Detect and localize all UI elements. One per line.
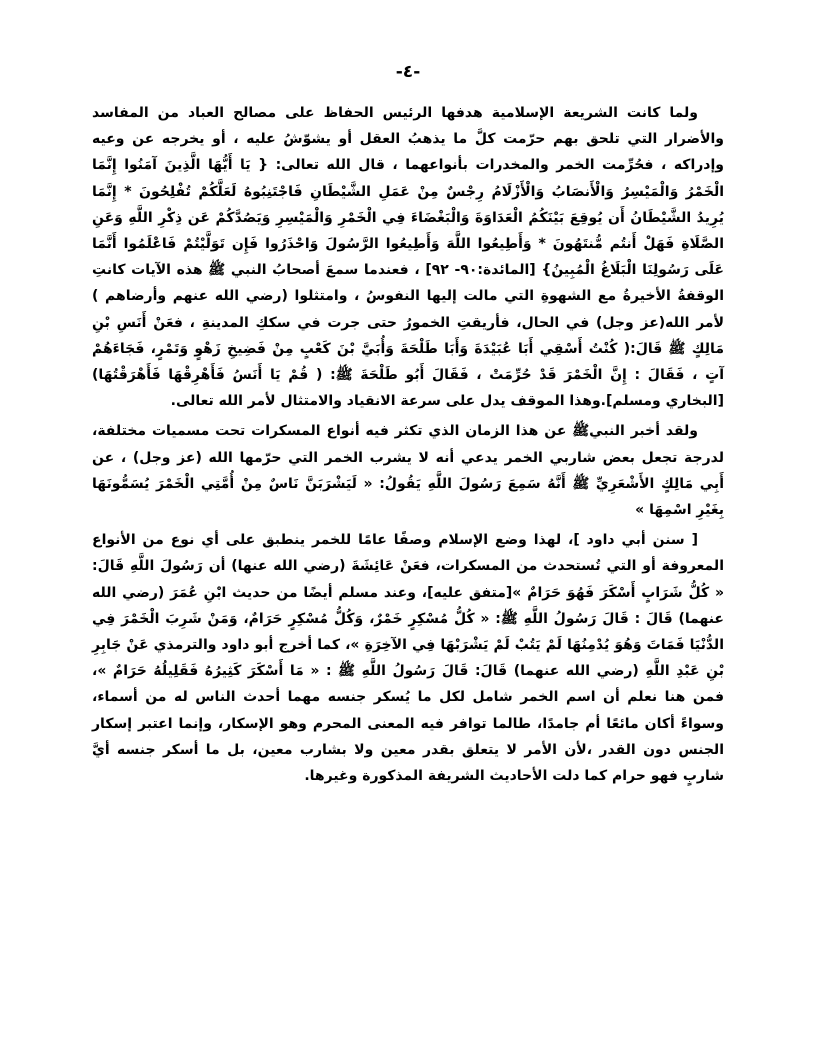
paragraph-1: ولما كانت الشريعة الإسلامية هدفها الرئيس الحفاظ على مصالح العباد من المفاسد والأضرار التي تلحق بهم حرّمت كلَّ ما يذهبُ العقل أو يشوّشُ عليه ، أو يخرجه عن وعيه وإدراكه ، فحُرِّمت الخمر والمخدرات بأنواعهما ، قال الله تعالى: { يَا أَيُّهَا الَّذِينَ آمَنُوا إِنَّمَا الْخَمْرُ وَالْمَيْسِرُ وَالْأَنصَابُ وَالْأَزْلَامُ رِجْسٌ مِنْ عَمَلِ الشَّيْطَانِ فَاجْتَنِبُوهُ لَعَلَّكُمْ تُفْلِحُونَ * إِنَّمَا يُرِيدُ الشَّيْطَانُ أَن يُوقِعَ بَيْنَكُمُ الْعَدَاوَةَ وَالْبَغْضَاءَ فِي الْخَمْرِ وَالْمَيْسِرِ وَيَصُدَّكُمْ عَن ذِكْرِ اللَّهِ وَعَنِ الصَّلَاةِ فَهَلْ أَنتُم مُّنتَهُونَ * وَأَطِيعُوا اللَّهَ وَأَطِيعُوا الرَّسُولَ وَاحْذَرُوا فَإِن تَوَلَّيْتُمْ فَاعْلَمُوا أَنَّمَا عَلَى رَسُولِنَا الْبَلَاغُ الْمُبِينُ} [المائدة:٩٠- ٩٢] ، فعندما سمعَ أصحابُ النبي ﷺ هذه الآيات كانتِ الوقفةُ الأخيرةُ مع الشهوةِ التي مالت إليها النفوسُ ، وامتثلوا (رضي الله عنهم وأرضاهم ) لأمر الله(عز وجل) في الحال، فأريقتِ الخمورُ حتى جرت في سككِ المدينةِ ، فعَنْ أَنَسِ بْنِ مَالِكٍ ﷺ قَالَ:( كُنْتُ أَسْقِي أَبَا عُبَيْدَةَ وَأَبَا طَلْحَةَ وَأُبَيَّ بْنَ كَعْبٍ مِنْ فَضِيخِ زَهْوٍ وَتَمْرٍ، فَجَاءَهُمْ آتٍ ، فَقَالَ : إِنَّ الْخَمْرَ قَدْ حُرِّمَتْ ، فَقَالَ أَبُو طَلْحَةَ ﷺ: ( قُمْ يَا أَنَسُ فَأَهْرِقْهَا فَأَهْرَقْتُهَا)[البخاري ومسلم].وهذا الموقف يدل على سرعة الانقياد والامتثال لأمر الله تعالى.: [92, 105, 724, 410]
paragraph-3: [ سنن أبي داود ]، لهذا وضع الإسلام وصفًا عامًا للخمر ينطبق على أي نوع من الأنواع المعروفة أو التي تُستحدث من المسكرات، فعَنْ عَائِشَةَ (رضي الله عنها) أن رَسُولَ اللَّهِ قَالَ: « كُلُّ شَرَابٍ أَسْكَرَ فَهُوَ حَرَامٌ »[متفق عليه]، وعند مسلم أيضًا من حديث ابْنِ عُمَرَ (رضي الله عنهما) قَالَ : قَالَ رَسُولُ اللَّهِ ﷺ: « كُلُّ مُسْكِرٍ خَمْرٌ، وَكُلُّ مُسْكِرٍ حَرَامٌ، وَمَنْ شَرِبَ الْخَمْرَ فِي الدُّنْيَا فَمَاتَ وَهُوَ يُدْمِنُهَا لَمْ يَتُبْ لَمْ يَشْرَبْهَا فِي الآخِرَةِ »، كما أخرج أبو داود والترمذي عَنْ جَابِرِ بْنِ عَبْدِ اللَّهِ (رضي الله عنهما) قَالَ: قَالَ رَسُولُ اللَّهِ ﷺ : « مَا أَسْكَرَ كَثِيرُهُ فَقَلِيلُهُ حَرَامٌ »، فمن هنا نعلم أن اسم الخمر شامل لكل ما يُسكر جنسه مهما أحدث الناس له من أسماء، وسواءً أكان مائعًا أم جامدًا، طالما توافر فيه المعنى المحرم وهو الإسكار، وإنما اعتبر إسكار الجنس دون القدر ،لأن الأمر لا يتعلق بقدر معين ولا بشارب معين، بل ما أسكر جنسه أيَّ شاربٍ فهو حرام كما دلت الأحاديث الشريفة المذكورة وغيرها.: [92, 532, 724, 785]
paragraph-2: ولقد أخبر النبيﷺ عن هذا الزمان الذي تكثر فيه أنواع المسكرات تحت مسميات مختلفة، لدرجة تجعل بعض شاربي الخمر يدعي أنه لا يشرب الخمر التي حرّمها الله (عز وجل) ، عن أَبِي مَالِكٍ الأَشْعَرِيِّ ﷺ أَنَّهُ سَمِعَ رَسُولَ اللَّهِ يَقُولُ: « لَيَشْرَبَنَّ نَاسٌ مِنْ أُمَّتِي الْخَمْرَ يُسَمُّونَهَا بِغَيْرِ اسْمِهَا »: [92, 423, 724, 519]
page-number: -٤-: [395, 62, 421, 82]
document-body: [92, 100, 724, 793]
